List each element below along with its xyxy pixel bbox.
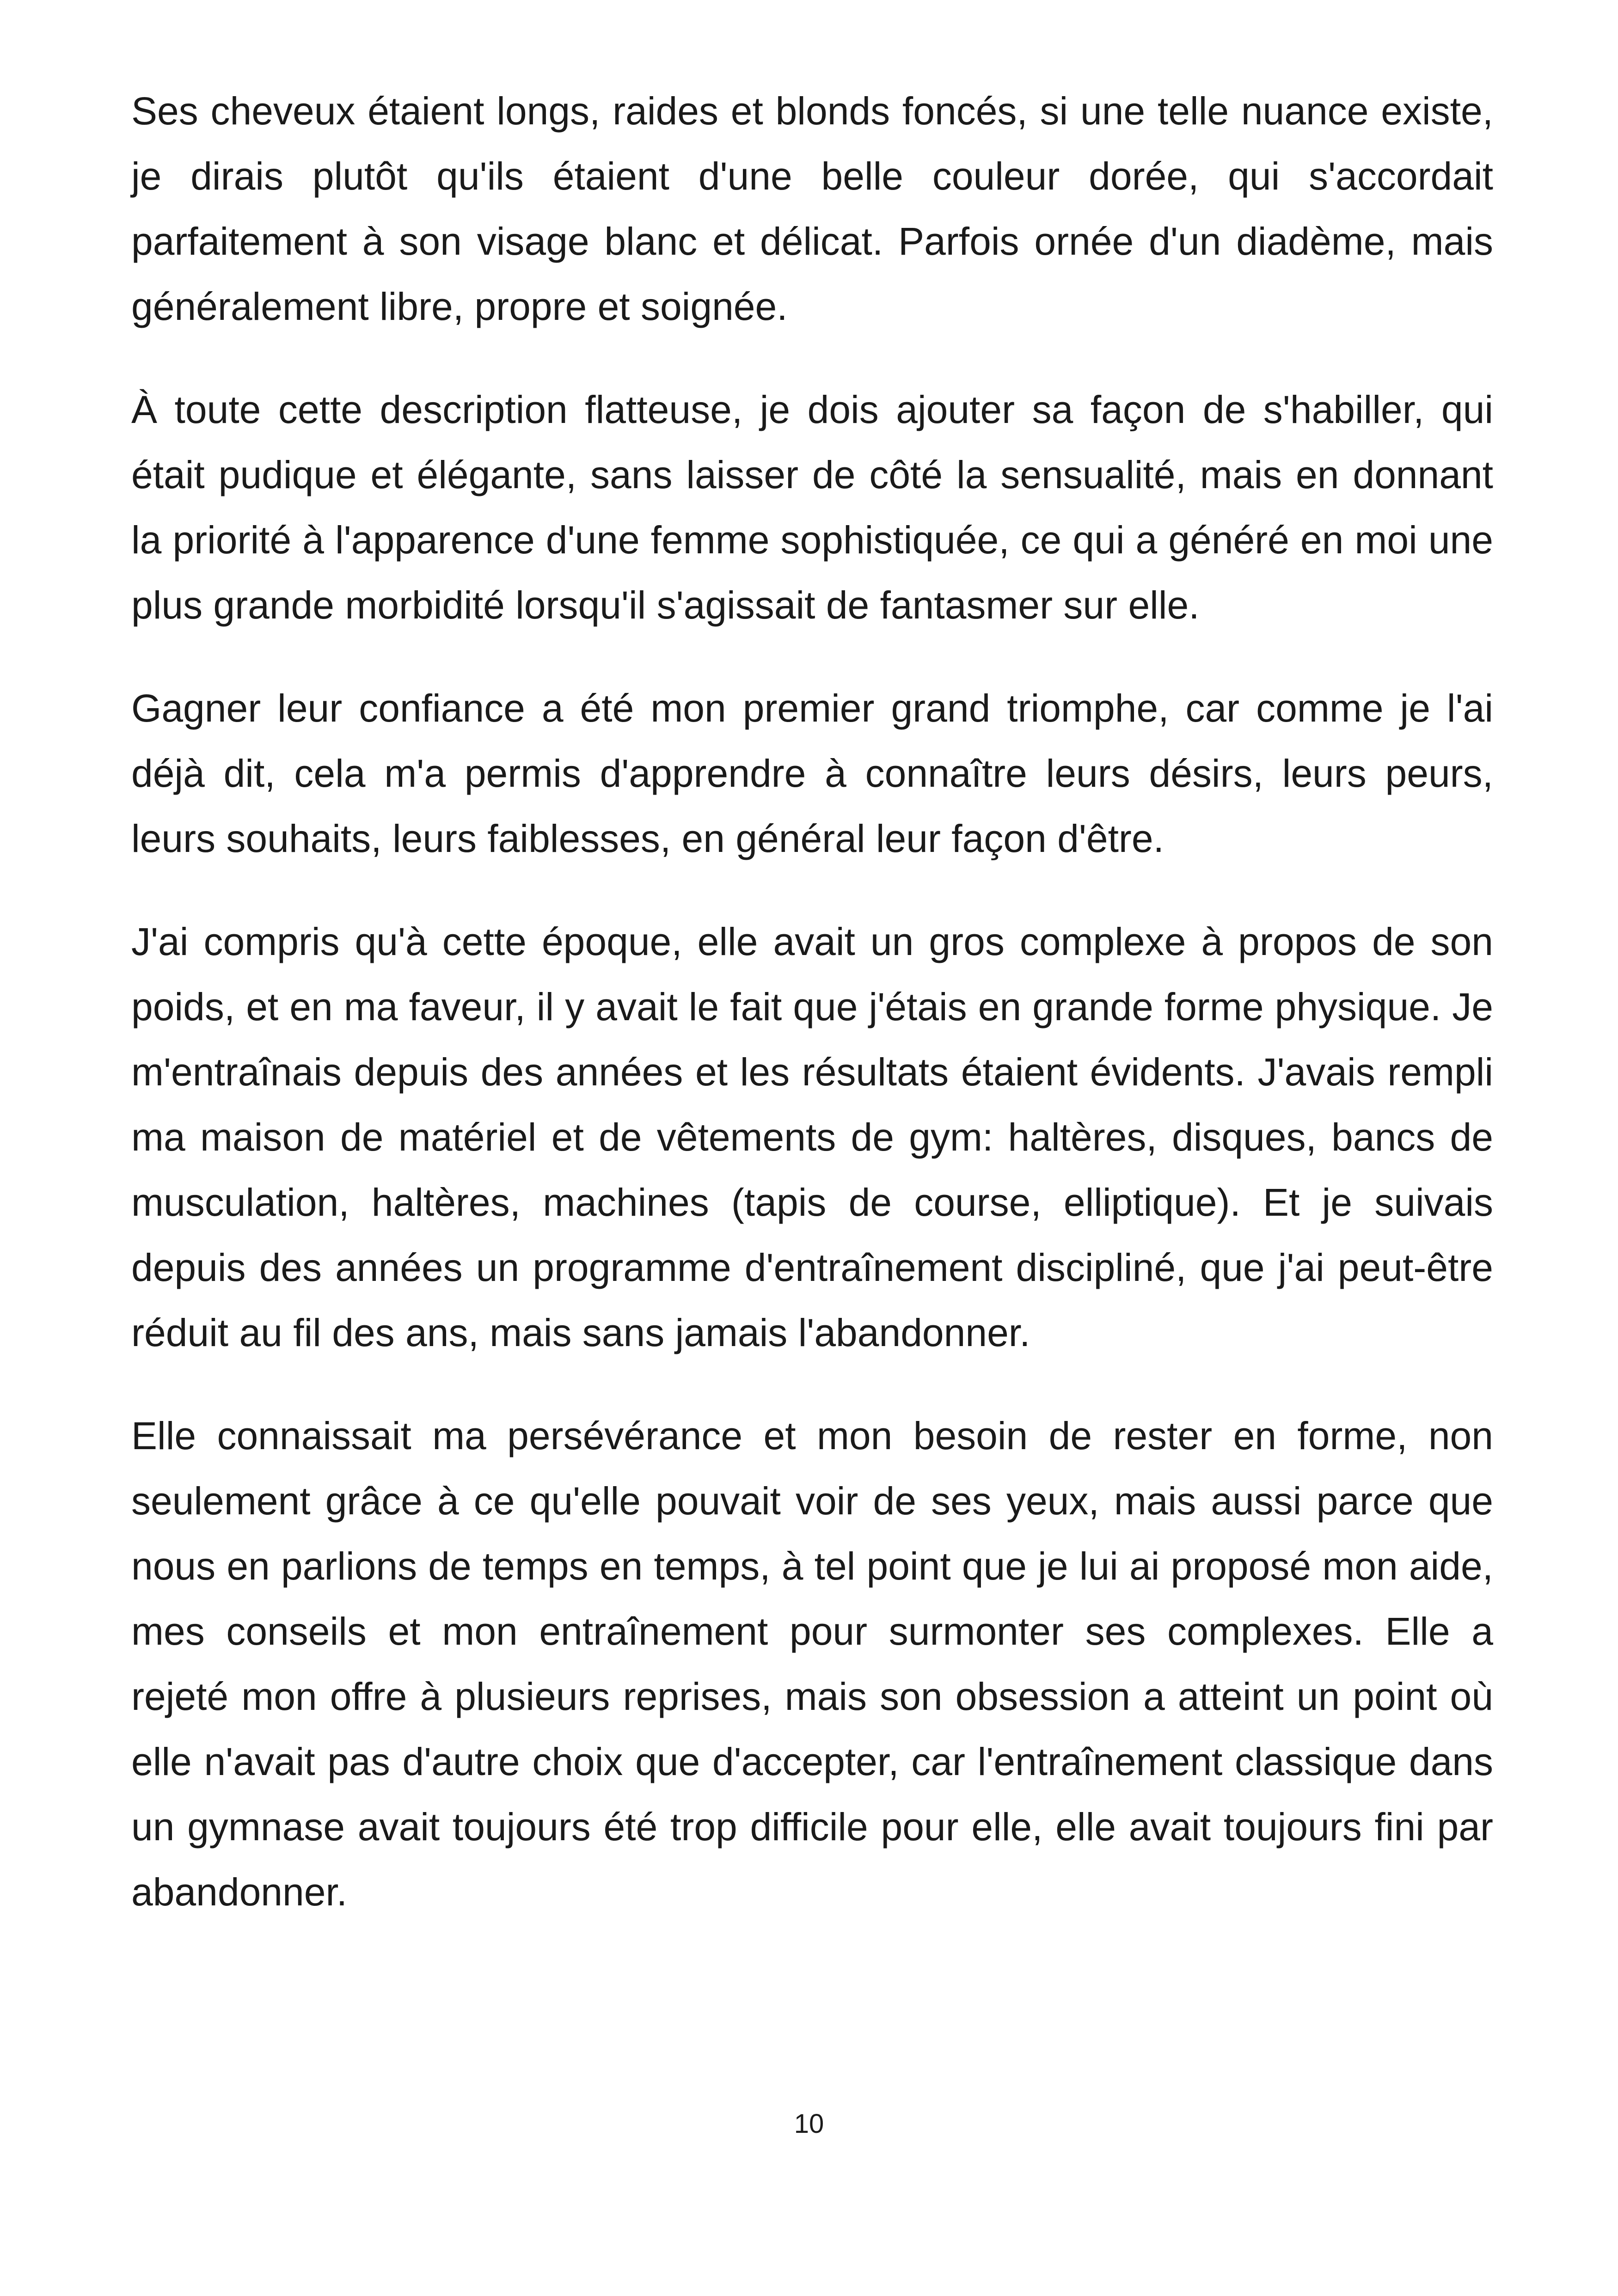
paragraph: J'ai compris qu'à cette époque, elle avait un gros complexe à propos de son poids, et en ma faveur, il y avait le fait que j'étais en grande forme physique. Je m'entraînais depuis des années et les résultats étaient évidents. J'avais rempli ma maison de matériel et de vêtements de gym: haltères, disques, bancs de musculation, haltères, machines (tapis de course, elliptique). Et je suivais depuis des années un programme d'entraînement discipliné, que j'ai peut-être réduit au fil des ans, mais sans jamais l'abandonner.	[131, 920, 1493, 1354]
paragraph: Elle connaissait ma persévérance et mon besoin de rester en forme, non seulement grâce à ce qu'elle pouvait voir de ses yeux, mais aussi parce que nous en parlions de temps en temps, à tel point que je lui ai proposé mon aide, mes conseils et mon entraînement pour surmonter ses complexes. Elle a rejeté mon offre à plusieurs reprises, mais son obsession a atteint un point où elle n'avait pas d'autre choix que d'accepter, car l'entraînement classique dans un gymnase avait toujours été trop difficile pour elle, elle avait toujours fini par abandonner.	[131, 1414, 1493, 1914]
paragraph: Ses cheveux étaient longs, raides et blonds foncés, si une telle nuance existe, je dirais plutôt qu'ils étaient d'une belle couleur dorée, qui s'accordait parfaitement à son visage blanc et délicat. Parfois ornée d'un diadème, mais généralement libre, propre et soignée.	[131, 89, 1493, 328]
paragraph: Gagner leur confiance a été mon premier grand triomphe, car comme je l'ai déjà dit, cela m'a permis d'apprendre à connaître leurs désirs, leurs peurs, leurs souhaits, leurs faiblesses, en général leur façon d'être.	[131, 686, 1493, 860]
paragraph: À toute cette description flatteuse, je dois ajouter sa façon de s'habiller, qui était pudique et élégante, sans laisser de côté la sensualité, mais en donnant la priorité à l'apparence d'une femme sophistiquée, ce qui a généré en moi une plus grande morbidité lorsqu'il s'agissait de fantasmer sur elle.	[131, 388, 1493, 627]
page-number: 10	[794, 2109, 824, 2139]
body-text	[131, 79, 1493, 1925]
